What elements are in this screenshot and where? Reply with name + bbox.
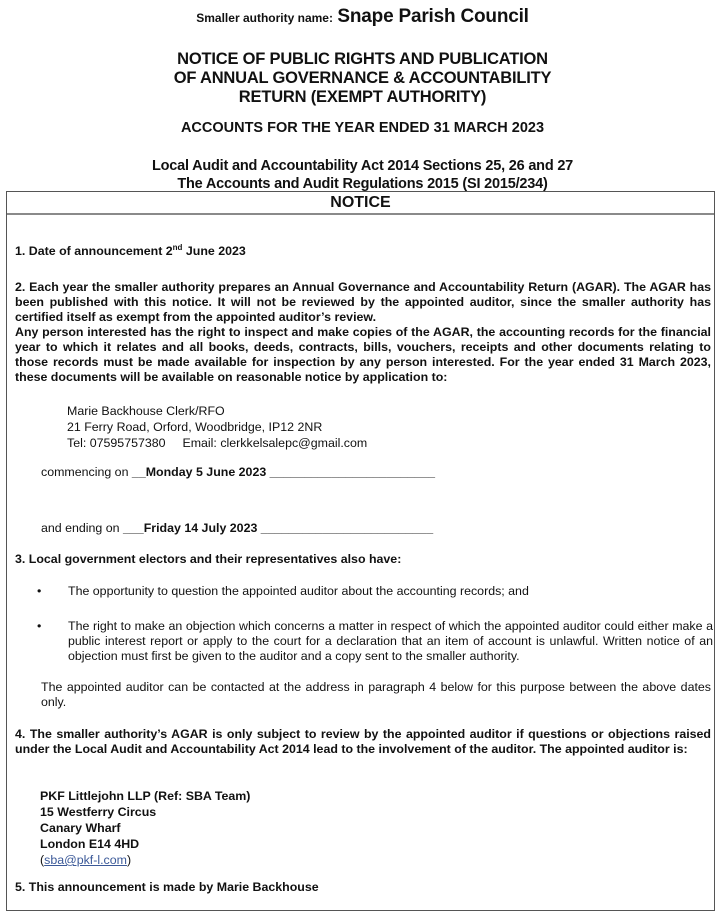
auditor-line: 15 Westferry Circus (40, 805, 157, 819)
contact-address: 21 Ferry Road, Orford, Woodbridge, IP12 2NR (67, 420, 323, 434)
paragraph-4: 4. The smaller authority’s AGAR is only subject to review by the appointed auditor if questions or objections raised under the Local Audit and Accountability Act 2014 lead to the involvement of the auditor. The appointed auditor is: (15, 727, 711, 756)
contact-block (67, 403, 367, 451)
bullet-text: The opportunity to question the appointed auditor about the accounting records; and (68, 584, 529, 598)
ending-line (41, 521, 433, 535)
commencing-line (41, 465, 435, 479)
commencing-post: ________________________ (266, 465, 436, 479)
page-title (0, 50, 725, 107)
paragraph-5: 5. This announcement is made by Marie Backhouse (15, 880, 319, 894)
para1-superscript: nd (172, 242, 183, 252)
bullet-icon: • (37, 584, 42, 598)
email-label: Email: (182, 436, 217, 450)
auditor-line: London E14 4HD (40, 837, 140, 851)
accounts-title: ACCOUNTS FOR THE YEAR ENDED 31 MARCH 2023 (180, 120, 545, 136)
commencing-date: Monday 5 June 2023 (145, 465, 267, 479)
auditor-address (40, 788, 250, 868)
legislation (0, 157, 725, 193)
auditor-email-line (40, 852, 250, 868)
authority-name: Snape Parish Council (337, 6, 529, 27)
legislation-line: Local Audit and Accountability Act 2014 Sections 25, 26 and 27 (151, 158, 574, 174)
notice-heading: NOTICE (7, 192, 714, 215)
email-value: clerkkelsalepc@gmail.com (220, 436, 368, 450)
auditor-line: Canary Wharf (40, 821, 121, 835)
contact-name-role: Marie Backhouse Clerk/RFO (67, 404, 225, 418)
authority-label: Smaller authority name: (196, 11, 333, 25)
ending-post: _________________________ (257, 521, 434, 535)
contact-tel-email (67, 435, 367, 451)
title-line: NOTICE OF PUBLIC RIGHTS AND PUBLICATION (177, 50, 548, 68)
para2-part-a: 2. Each year the smaller authority prepares an Annual Governance and Accountability Return (AGAR). The AGAR has been published with this notice. It will not be reviewed by the appointed auditor, since the smaller authority has certified itself as exempt from the appointed auditor’s review. (15, 280, 711, 324)
bullet-icon: • (37, 619, 42, 633)
ending-label: and ending on (41, 521, 120, 535)
notice-box (6, 191, 715, 911)
commencing-pre: __ (131, 465, 146, 479)
paragraph-3-footer: The appointed auditor can be contacted at the address in paragraph 4 below for this purpose between the above dates only. (41, 680, 711, 709)
bullet-text: The right to make an objection which concerns a matter in respect of which the appointed auditor could either make a public interest report or apply to the court for a declaration that an item of account is unlawful. Written notice of an objection must first be given to the auditor and a copy sent to the smaller authority. (68, 619, 713, 663)
para2-part-b: Any person interested has the right to inspect and make copies of the AGAR, the accounting records for the financial year to which it relates and all books, deeds, contracts, bills, vouchers, receipts and other documents relating to those records must be made available for inspection by any person interested. For the year ended 31 March 2023, these documents will be available on reasonable notice by application to: (15, 325, 711, 384)
auditor-email-link[interactable]: sba@pkf-l.com (44, 853, 127, 867)
paragraph-1 (15, 244, 711, 259)
para1-suffix: June 2023 (182, 244, 246, 258)
paragraph-2 (15, 280, 711, 385)
commencing-label: commencing on (41, 465, 129, 479)
paragraph-3-heading: 3. Local government electors and their representatives also have: (15, 552, 402, 566)
authority-line (0, 6, 725, 28)
auditor-line: PKF Littlejohn LLP (Ref: SBA Team) (40, 789, 251, 803)
legislation-line: The Accounts and Audit Regulations 2015 (SI 2015/234) (177, 176, 548, 192)
ending-date: Friday 14 July 2023 (143, 521, 258, 535)
para1-prefix: 1. Date of announcement 2 (15, 244, 173, 258)
ending-pre: ___ (123, 521, 144, 535)
title-line: OF ANNUAL GOVERNANCE & ACCOUNTABILITY (173, 69, 552, 87)
email-open-paren: ( (40, 853, 45, 867)
tel-label: Tel: (67, 436, 87, 450)
tel-value: 07595757380 (89, 436, 166, 450)
title-line: RETURN (EXEMPT AUTHORITY) (238, 88, 487, 106)
email-close-paren: ) (126, 853, 132, 867)
